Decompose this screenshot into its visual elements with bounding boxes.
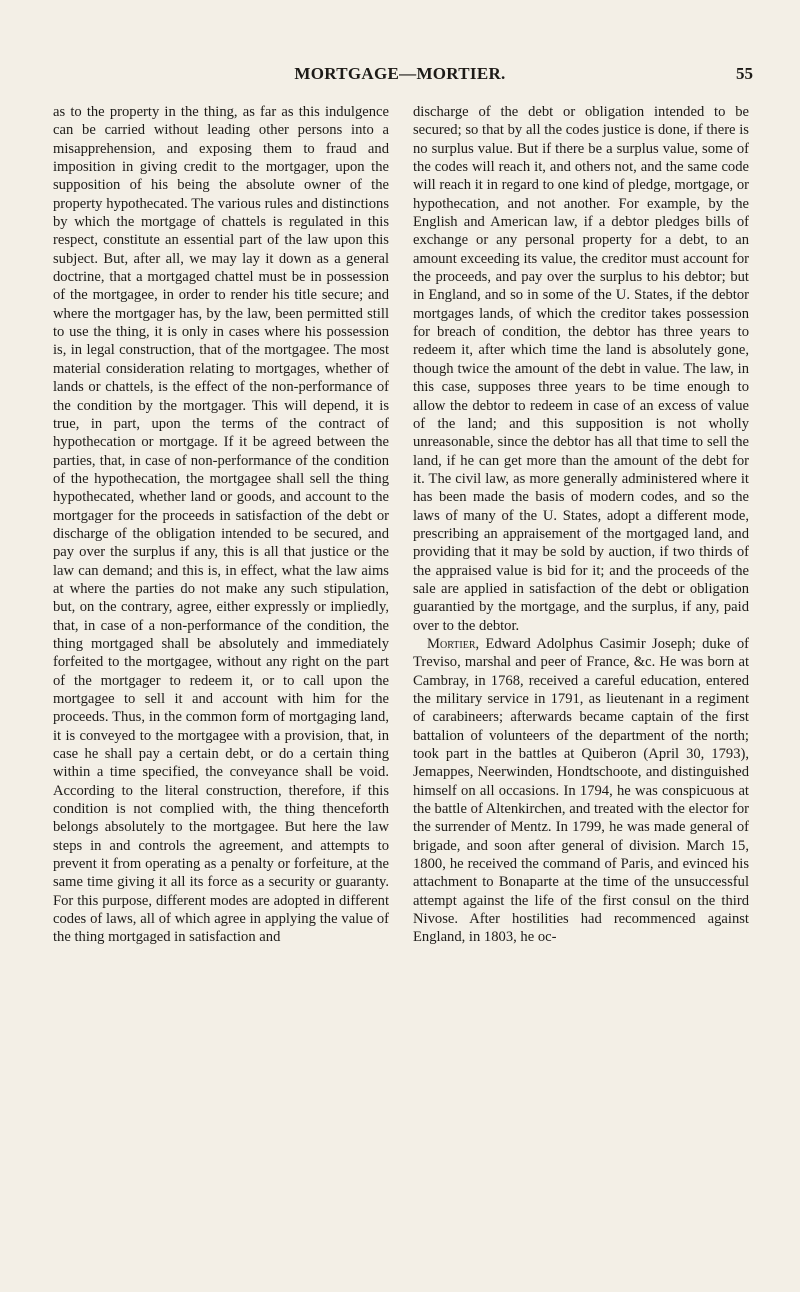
page-header [45, 64, 755, 90]
entry-text: Edward Adolphus Casimir Joseph; duke of Treviso, marshal and peer of France, &c. He was born at Cambray, in 1768, received a careful education, entered the military service in 1791, as lieutenant in a regiment of carabineers; afterwards became captain of the first battalion of volunteers of the department of the north; took part in the battles at Quiberon (April 30, 1793), Jemappes, Neerwinden, Hondtschoote, and distinguished himself on all occasions. In 1794, he was conspicuous at the battle of Altenkirchen, and treated with the elector for the surrender of Mentz. In 1799, he was made general of brigade, and soon after general of division. March 15, 1800, he received the command of Paris, and evinced his attachment to Bonaparte at the time of the unsuccessful attempt against the life of the first consul on the third Nivose. After hostilities had recommenced against England, in 1803, he oc- [413, 635, 749, 946]
page-number: 55 [736, 64, 753, 83]
left-column [53, 103, 389, 947]
right-column [413, 103, 749, 947]
left-column-paragraph: as to the property in the thing, as far as this indulgence can be carried without leading other persons into a misapprehension, and exposing them to fraud and imposition in giving credit to the mortgager, upon the supposition of his being the absolute owner of the property hypothecated. The various rules and distinctions by which the mortgage of chattels is regulated in this respect, constitute an essential part of the law upon this subject. But, after all, we may lay it down as a general doctrine, that a mortgaged chattel must be in possession of the mortgagee, in order to render his title secure; and where the mortgager has, by the law, been permitted still to use the thing, it is only in cases where his possession is, in legal construction, that of the mortgagee. The most material consideration relating to mortgages, whether of lands or chattels, is the effect of the non-performance of the condition by the mortgager. This will depend, it is true, in part, upon the terms of the contract of hypothecation or mortgage. If it be agreed between the parties, that, in case of non-performance of the condition of the hypothecation, the mortgagee shall sell the thing hypothecated, whether land or goods, and account to the mortgager for the proceeds in satisfaction of the debt or discharge of the obligation intended to be secured, and pay over the surplus if any, this is all that justice or the law can demand; and this is, in effect, what the law aims at where the parties do not make any such stipulation, but, on the contrary, agree, either expressly or impliedly, that, in case of a non-performance of the condition, the thing mortgaged shall be absolutely and immediately forfeited to the mortgagee, without any right on the part of the mortgager to redeem it, or to call upon the mortgagee to sell it and account with him for the proceeds. Thus, in the common form of mortgaging land, it is conveyed to the mortgagee with a provision, that, in case he shall pay a certain debt, or do a certain thing within a time specified, the conveyance shall be void. According to the literal construction, therefore, if this condition is not complied with, the thing thenceforth belongs absolutely to the mortgagee. But here the law steps in and controls the agreement, and attempts to prevent it from operating as a penalty or forfeiture, at the same time giving it all its force as a security or guaranty. For this purpose, different modes are adopted in different codes of laws, all of which agree in applying the value of the thing mortgaged in satisfaction and [53, 104, 389, 946]
entry-mortier [413, 635, 749, 947]
right-column-paragraph: discharge of the debt or obligation intended to be secured; so that by all the codes justice is done, if there is no surplus value. But if there be a surplus value, some of the codes will reach it, and others not, and the same code will reach it in regard to one kind of pledge, mortgage, or hypothecation, and not another. For example, by the English and American law, if a debtor pledges bills of exchange or any personal property for a debt, to an amount exceeding its value, the creditor must account for the proceeds, and pay over the surplus to his debtor; but in England, and so in some of the U. States, if the debtor mortgages lands, of which the creditor takes possession for breach of condition, the debtor has three years to redeem it, after which time the land is absolutely gone, though twice the amount of the debt in value. The law, in this case, supposes three years to be time enough to allow the debtor to redeem in case of an excess of value of the land; and this supposition is not wholly unreasonable, since the debtor has all that time to sell the land, if he can get more than the amount of the debt for it. The civil law, as more generally administered where it has been made the basis of modern codes, and so the laws of many of the U. States, adopt a different mode, prescribing an appraisement of the mortgaged land, and providing that it may be sold by auction, if two thirds of the appraised value is bid for it; and the proceeds of the sale are applied in satisfaction of the debt or obligation guarantied by the mortgage, and the surplus, if any, paid over to the debtor. [413, 104, 749, 634]
entry-headword: Mortier, [427, 635, 480, 652]
running-head: MORTGAGE—MORTIER. [294, 64, 506, 83]
